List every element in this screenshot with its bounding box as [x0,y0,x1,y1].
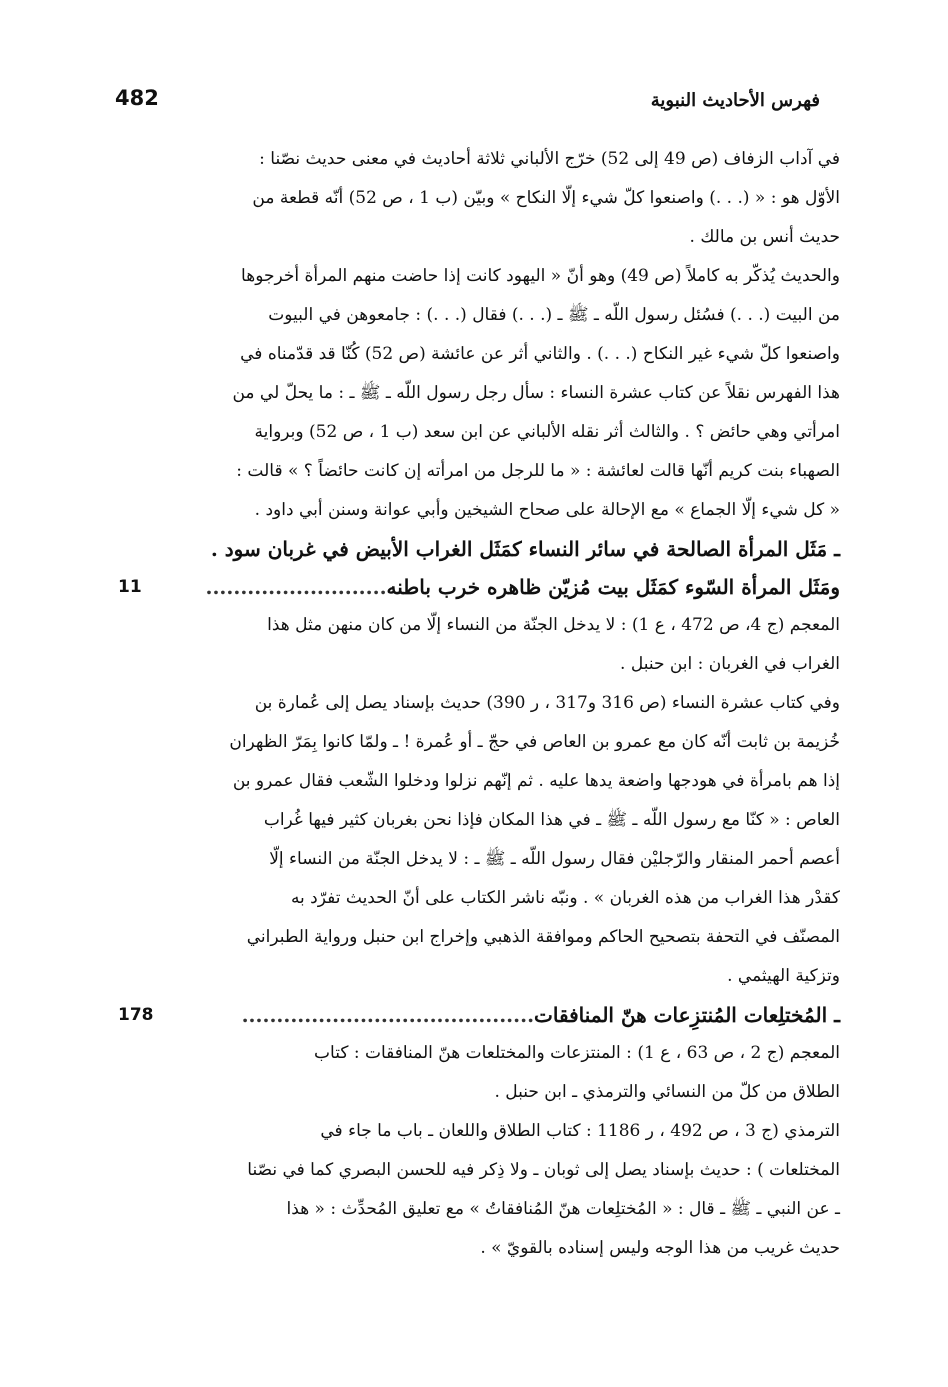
text-line [118,918,840,957]
text-line [118,1073,840,1112]
text-line [118,140,840,179]
line-text: وفي كتاب عشرة النساء (ص 316 و317 ، ر 390) حديث بإسناد يصل إلى عُمارة بن [254,693,840,713]
entry-heading [118,996,840,1034]
line-text: والحديث يُذكّر به كاملاً (ص 49) وهو أنّ « اليهود كانت إذا حاضت منهم المرأة أخرجوها [241,266,840,286]
line-text: هذا الفهرس نقلاً عن كتاب عشرة النساء : سأل رجل رسول اللّه ـ ﷺ ـ : ما يحلّ لي من [232,383,840,403]
leader-dots: .......................... [205,575,387,599]
text-line [118,606,840,645]
text-line [118,1034,840,1073]
line-text: الصهباء بنت كريم أنّها قالت لعائشة : « ما للرجل من امرأته إن كانت حائضاً ؟ » قالت : [236,461,840,481]
line-text: المختلعات ) : حديث بإسناد يصل إلى ثوبان ـ ولا ذِكر فيه للحسن البصري كما في نصّنا [247,1160,840,1180]
line-text: امرأتي وهي حائض ؟ . والثالث أثر نقله الألباني عن ابن سعد (ب 1 ، ص 52) وبرواية [254,422,840,442]
text-line [118,684,840,723]
text-line [118,879,840,918]
line-text: الترمذي (ج 3 ، ص 492 ، ر 1186 : كتاب الطلاق واللعان ـ باب ما جاء في [320,1121,840,1141]
text-line [118,762,840,801]
line-text: خُزيمة بن ثابت أنّه كان مع عمرو بن العاص في حجّ ـ أو عُمرة ! ـ ولمّا كانوا بِمَرّ الظهران [229,732,840,752]
line-text: ومَثَل المرأة السّوء كمَثَل بيت مُزيّن ظاهره خرب باطنه [386,575,840,599]
text-line [118,1112,840,1151]
line-text: حديث أنس بن مالك . [689,227,840,247]
line-text: المصنّف في التحفة بتصحيح الحاكم وموافقة الذهبي وإخراج ابن حنبل ورواية الطبراني [246,927,840,947]
text-line [118,335,840,374]
text-line [118,218,840,257]
line-text: ـ عن النبي ـ ﷺ ـ قال : « المُختلِعات هنّ المُنافقاتُ » مع تعليق المُحدِّث : « هذا [286,1199,840,1219]
text-line [118,452,840,491]
line-text: وتزكية الهيثمي . [727,966,840,986]
line-text: إذا هم بامرأة في هودجها واضعة يدها عليه . ثم إنّهم نزلوا ودخلوا الشّعب فقال عمرو بن [232,771,840,791]
text-line [118,413,840,452]
reference-number: 178 [118,1005,154,1025]
text-line [118,1151,840,1190]
text-line [118,1229,840,1268]
text-line [118,840,840,879]
line-text: العاص : « كنّا مع رسول اللّه ـ ﷺ ـ في هذا المكان فإذا نحن بغربان كثير فيها غُراب [263,810,840,830]
text-line [118,257,840,296]
leader-dots: .......................................... [241,1003,535,1027]
reference-number: 11 [118,577,142,597]
page-body [118,140,840,1268]
line-text: المعجم (ج 2 ، ص 63 ، ع 1) : المنتزعات والمختلعات هنّ المنافقات : كتاب [314,1043,840,1063]
entry-heading [118,568,840,606]
line-text: كقدْر هذا الغراب من هذه الغربان » . ونبّه ناشر الكتاب على أنّ الحديث تفرّد به [290,888,840,908]
text-line [118,645,840,684]
text-line [118,1190,840,1229]
line-text: « كل شيء إلّا الجماع » مع الإحالة على صحاح الشيخين وأبي عوانة وسنن أبي داود . [254,500,840,520]
line-text: ـ مَثَل المرأة الصالحة في سائر النساء كمَثَل الغراب الأبيض في غربان سود . [210,537,840,561]
text-line [118,491,840,530]
text-line [118,723,840,762]
page-number: 482 [115,86,159,110]
line-text: الغراب في الغربان : ابن حنبل . [620,654,840,674]
line-text: أعصم أحمر المنقار والرّجليْن فقال رسول اللّه ـ ﷺ ـ : لا يدخل الجنّة من النساء إلّا [269,849,840,869]
line-text: الأوّل هو : « (. . .) واصنعوا كلّ شيء إلّا النكاح » وبيّن (ب 1 ، ص 52) أنّه قطعة من [252,188,840,208]
text-line [118,801,840,840]
line-text: ـ المُختلِعات المُنتزِعات هنّ المنافقات [534,1003,840,1027]
entry-heading [118,530,840,568]
text-line [118,957,840,996]
line-text: حديث غريب من هذا الوجه وليس إسناده بالقويّ » . [480,1238,840,1258]
line-text: في آداب الزفاف (ص 49 إلى 52) خرّج الألباني ثلاثة أحاديث في معنى حديث نصّنا : [259,149,840,169]
running-title: فهرس الأحاديث النبوية [650,90,820,111]
line-text: من البيت (. . .) فسُئل رسول اللّه ـ ﷺ ـ (. . .) فقال (. . .) : جامعوهن في البيوت [268,305,840,325]
line-text: واصنعوا كلّ شيء غير النكاح (. . .) . والثاني أثر عن عائشة (ص 52) كُنّا قد قدّمناه في [240,344,840,364]
text-line [118,374,840,413]
line-text: الطلاق من كلّ من النسائي والترمذي ـ ابن حنبل . [494,1082,840,1102]
line-text: المعجم (ج 4، ص 472 ، ع 1) : لا يدخل الجنّة من النساء إلّا من كان منهن مثل هذا [267,615,840,635]
text-line [118,179,840,218]
text-line [118,296,840,335]
